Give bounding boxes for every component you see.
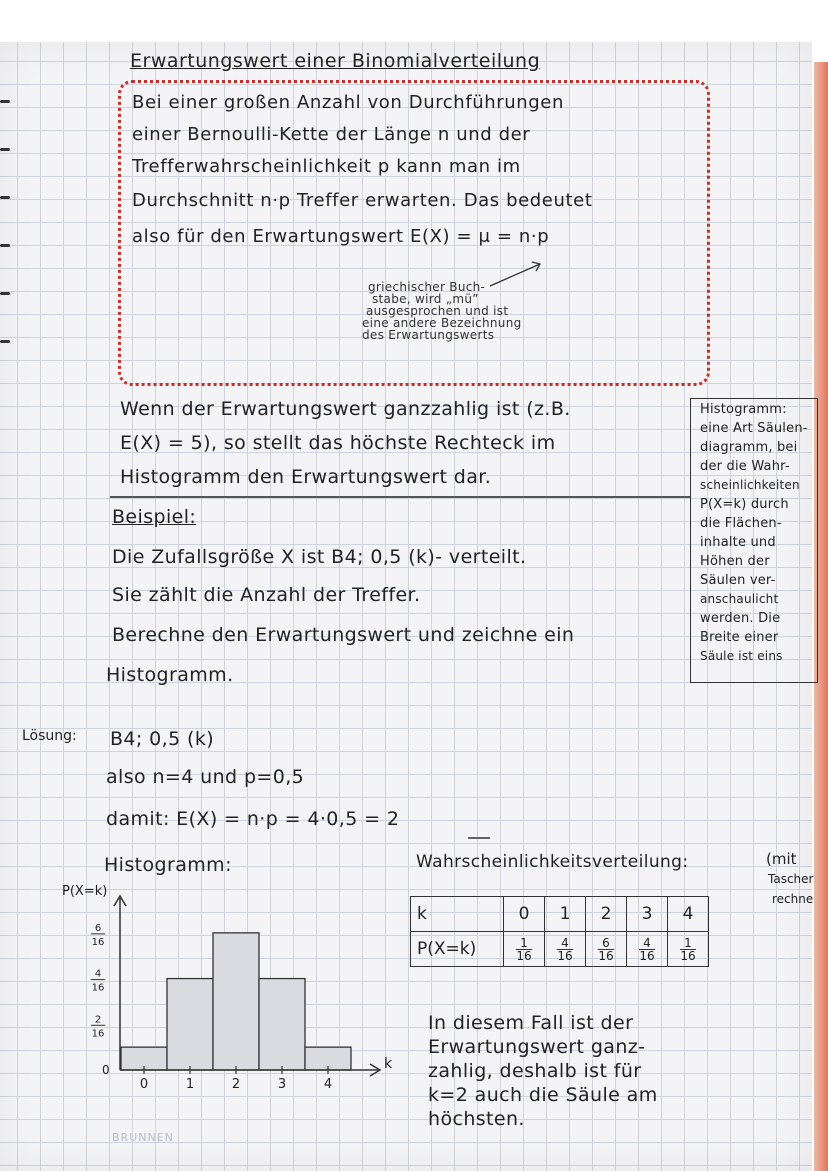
side-note-line-8: inhalte und xyxy=(700,535,776,550)
histogram-chart xyxy=(60,880,400,1100)
side-note-line-7: die Flächen- xyxy=(700,516,782,531)
distribution-note-3: rechne xyxy=(772,892,814,906)
x-tick-label-0: 0 xyxy=(139,1077,149,1092)
mu-note-line-3: ausgesprochen und ist xyxy=(366,304,509,318)
table-frac-p2: $\frac{6}{16}$ xyxy=(598,935,614,963)
histogram-ylabel: P(X=k) xyxy=(62,884,108,899)
binder-rings xyxy=(0,60,10,400)
mu-note-line-4: eine andere Bezeichnung xyxy=(362,316,522,330)
distribution-note-2: Tascher xyxy=(768,872,814,886)
table-row-k xyxy=(411,897,709,932)
table-cell-k2: 2 xyxy=(586,897,627,932)
side-note-line-11: anschaulicht xyxy=(700,592,779,606)
solution-label: Lösung: xyxy=(22,728,77,744)
mu-note-line-5: des Erwartungswerts xyxy=(362,328,495,342)
box-line-1: Bei einer großen Anzahl von Durchführungen xyxy=(132,92,564,113)
mu-note-line-1: griechischer Buch- xyxy=(368,280,486,294)
side-note-line-4: der die Wahr- xyxy=(700,459,790,474)
table-cell-k0: 0 xyxy=(504,897,545,932)
conclusion-line-2: Erwartungswert ganz- xyxy=(428,1036,646,1058)
page-title: Erwartungswert einer Binomialverteilung xyxy=(130,50,541,72)
table-frac-p0: $\frac{1}{16}$ xyxy=(516,935,532,963)
y-tick-num-0: 6 xyxy=(94,922,102,934)
side-note-line-10: Säulen ver- xyxy=(700,573,776,588)
x-tick-label-2: 2 xyxy=(231,1077,241,1092)
y-tick-den-0: 16 xyxy=(91,936,105,948)
y-tick-num-2: 2 xyxy=(94,1014,102,1026)
result-underline xyxy=(466,834,492,842)
box-line-3: Trefferwahrscheinlichkeit p kann man im xyxy=(132,156,521,177)
side-note-line-14: Säule ist eins xyxy=(700,649,783,663)
side-note-line-2: eine Art Säulen- xyxy=(700,421,808,436)
table-frac-p1: $\frac{4}{16}$ xyxy=(557,935,573,963)
y-tick-num-1: 4 xyxy=(94,968,102,980)
text-line-2: E(X) = 5), so stellt das höchste Rechteck im xyxy=(120,432,556,454)
brand-stamp: BRUNNEN xyxy=(112,1131,174,1144)
table-cell-k3: 3 xyxy=(627,897,668,932)
box-line-4: Durchschnitt n·p Treffer erwarten. Das bedeutet xyxy=(132,190,593,211)
histogram-label: Histogramm: xyxy=(104,854,232,876)
table-frac-p3: $\frac{4}{16}$ xyxy=(639,935,655,963)
table-cell-k4: 4 xyxy=(668,897,709,932)
example-line-3: Berechne den Erwartungswert und zeichne ein xyxy=(112,624,575,646)
example-line-4: Histogramm. xyxy=(106,664,234,686)
table-cell-k1: 1 xyxy=(545,897,586,932)
table-head-k: k xyxy=(411,897,504,932)
x-tick-label-4: 4 xyxy=(323,1077,333,1092)
solution-line-1: B4; 0,5 (k) xyxy=(110,728,215,750)
solution-line-2: also n=4 und p=0,5 xyxy=(106,766,305,788)
conclusion-line-3: zahlig, deshalb ist für xyxy=(428,1060,642,1082)
box-line-2: einer Bernoulli-Kette der Länge n und der xyxy=(132,124,531,145)
side-note-line-3: diagramm, bei xyxy=(700,440,798,455)
side-note-line-12: werden. Die xyxy=(700,611,781,626)
conclusion-line-5: höchsten. xyxy=(428,1108,525,1130)
table-row-p xyxy=(411,932,709,967)
histogram-xlabel: k xyxy=(384,1056,393,1072)
side-note-line-6: P(X=k) durch xyxy=(700,497,789,512)
distribution-table xyxy=(410,896,709,967)
example-line-1: Die Zufallsgröße X ist B4; 0,5 (k)- verteilt. xyxy=(112,546,527,568)
text-line-3: Histogramm den Erwartungswert dar. xyxy=(120,466,492,488)
distribution-note-1: (mit xyxy=(766,850,797,868)
text-line-1: Wenn der Erwartungswert ganzzahlig ist (z.B. xyxy=(120,398,571,420)
side-note-line-5: scheinlichkeiten xyxy=(700,478,800,492)
conclusion-line-4: k=2 auch die Säule am xyxy=(428,1084,658,1106)
y-tick-den-2: 16 xyxy=(91,1028,105,1040)
histogram-bar-2 xyxy=(213,933,259,1070)
distribution-title: Wahrscheinlichkeitsverteilung: xyxy=(416,852,689,872)
x-tick-label-3: 3 xyxy=(277,1077,287,1092)
mu-note-line-2: stabe, wird „mü” xyxy=(372,292,479,306)
example-line-2: Sie zählt die Anzahl der Treffer. xyxy=(112,584,421,606)
table-head-p: P(X=k) xyxy=(411,932,504,967)
table-frac-p4: $\frac{1}{16}$ xyxy=(680,935,696,963)
y-zero-label: 0 xyxy=(102,1063,110,1077)
y-tick-den-1: 16 xyxy=(91,982,105,994)
box-line-5: also für den Erwartungswert E(X) = μ = n·p xyxy=(132,226,550,247)
solution-line-3: damit: E(X) = n·p = 4·0,5 = 2 xyxy=(106,808,400,830)
histogram-bar-3 xyxy=(259,979,305,1070)
side-note-line-9: Höhen der xyxy=(700,554,770,569)
divider-line xyxy=(110,496,690,498)
conclusion-line-1: In diesem Fall ist der xyxy=(428,1012,634,1034)
note-arrow-icon xyxy=(480,250,560,290)
example-heading: Beispiel: xyxy=(112,506,197,528)
histogram-bar-1 xyxy=(167,979,213,1070)
side-note-line-1: Histogramm: xyxy=(700,402,787,417)
x-tick-label-1: 1 xyxy=(185,1077,195,1092)
side-note-line-13: Breite einer xyxy=(700,630,779,645)
